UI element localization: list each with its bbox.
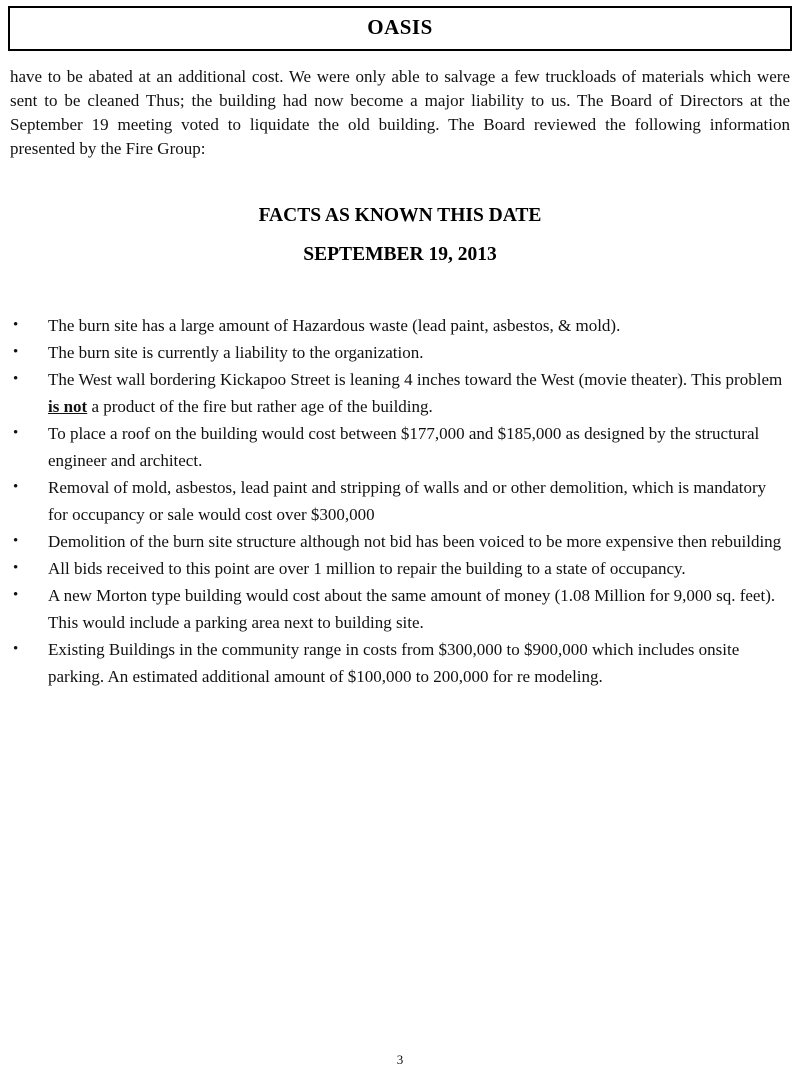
list-item	[0, 420, 800, 474]
bullet-icon: •	[13, 479, 19, 495]
list-item	[0, 555, 800, 582]
list-item-text: All bids received to this point are over 1 million to repair the building to a state of occupancy.	[48, 559, 686, 578]
bullet-icon: •	[13, 533, 19, 549]
bullet-icon: •	[13, 425, 19, 441]
list-item-text: Existing Buildings in the community range in costs from $300,000 to $900,000 which includes onsite parking. An estimated additional amount of $100,000 to 200,000 for re modeling.	[48, 640, 740, 686]
body-paragraph: have to be abated at an additional cost. We were only able to salvage a few truckloads of materials which were sent to be cleaned Thus; the building had now become a major liability to us. The Board of Directors at the September 19 meeting voted to liquidate the old building. The Board reviewed the following information presented by the Fire Group:	[10, 67, 790, 158]
bullet-icon: •	[13, 641, 19, 657]
list-item-text: To place a roof on the building would cost between $177,000 and $185,000 as designed by the structural engineer and architect.	[48, 424, 760, 470]
section-heading: FACTS AS KNOWN THIS DATE	[258, 205, 542, 226]
list-item	[0, 474, 800, 528]
list-item-text: The burn site has a large amount of Hazardous waste (lead paint, asbestos, & mold).	[48, 316, 621, 335]
list-item-text: Demolition of the burn site structure although not bid has been voiced to be more expensive then rebuilding	[48, 532, 782, 551]
bullet-icon: •	[13, 560, 19, 576]
list-item	[0, 636, 800, 690]
list-item-text: A new Morton type building would cost about the same amount of money (1.08 Million for 9,000 sq. feet). This would include a parking area next to building site.	[48, 586, 776, 632]
list-item-text-post: a product of the fire but rather age of the building.	[87, 397, 433, 416]
list-item	[0, 339, 800, 366]
header-box	[8, 6, 792, 51]
facts-list	[0, 312, 800, 690]
headings-block	[0, 205, 800, 266]
emphasis-text: is not	[48, 397, 88, 416]
document-page	[0, 6, 800, 1082]
page-number: 3	[396, 1052, 404, 1067]
section-subheading: SEPTEMBER 19, 2013	[303, 244, 497, 265]
bullet-icon: •	[13, 587, 19, 603]
bullet-icon: •	[13, 344, 19, 360]
list-item	[0, 582, 800, 636]
list-item	[0, 312, 800, 339]
bullet-icon: •	[13, 371, 19, 387]
list-item-text: The burn site is currently a liability to the organization.	[48, 343, 424, 362]
list-item	[0, 528, 800, 555]
list-item-text-pre: The West wall bordering Kickapoo Street is leaning 4 inches toward the West (movie theater). This problem	[48, 370, 783, 389]
list-item-text: Removal of mold, asbestos, lead paint and stripping of walls and or other demolition, which is mandatory for occupancy or sale would cost over $300,000	[48, 478, 767, 524]
page-title: OASIS	[367, 15, 433, 39]
list-item-text	[48, 366, 800, 420]
list-item	[0, 366, 800, 420]
bullet-icon: •	[13, 317, 19, 333]
